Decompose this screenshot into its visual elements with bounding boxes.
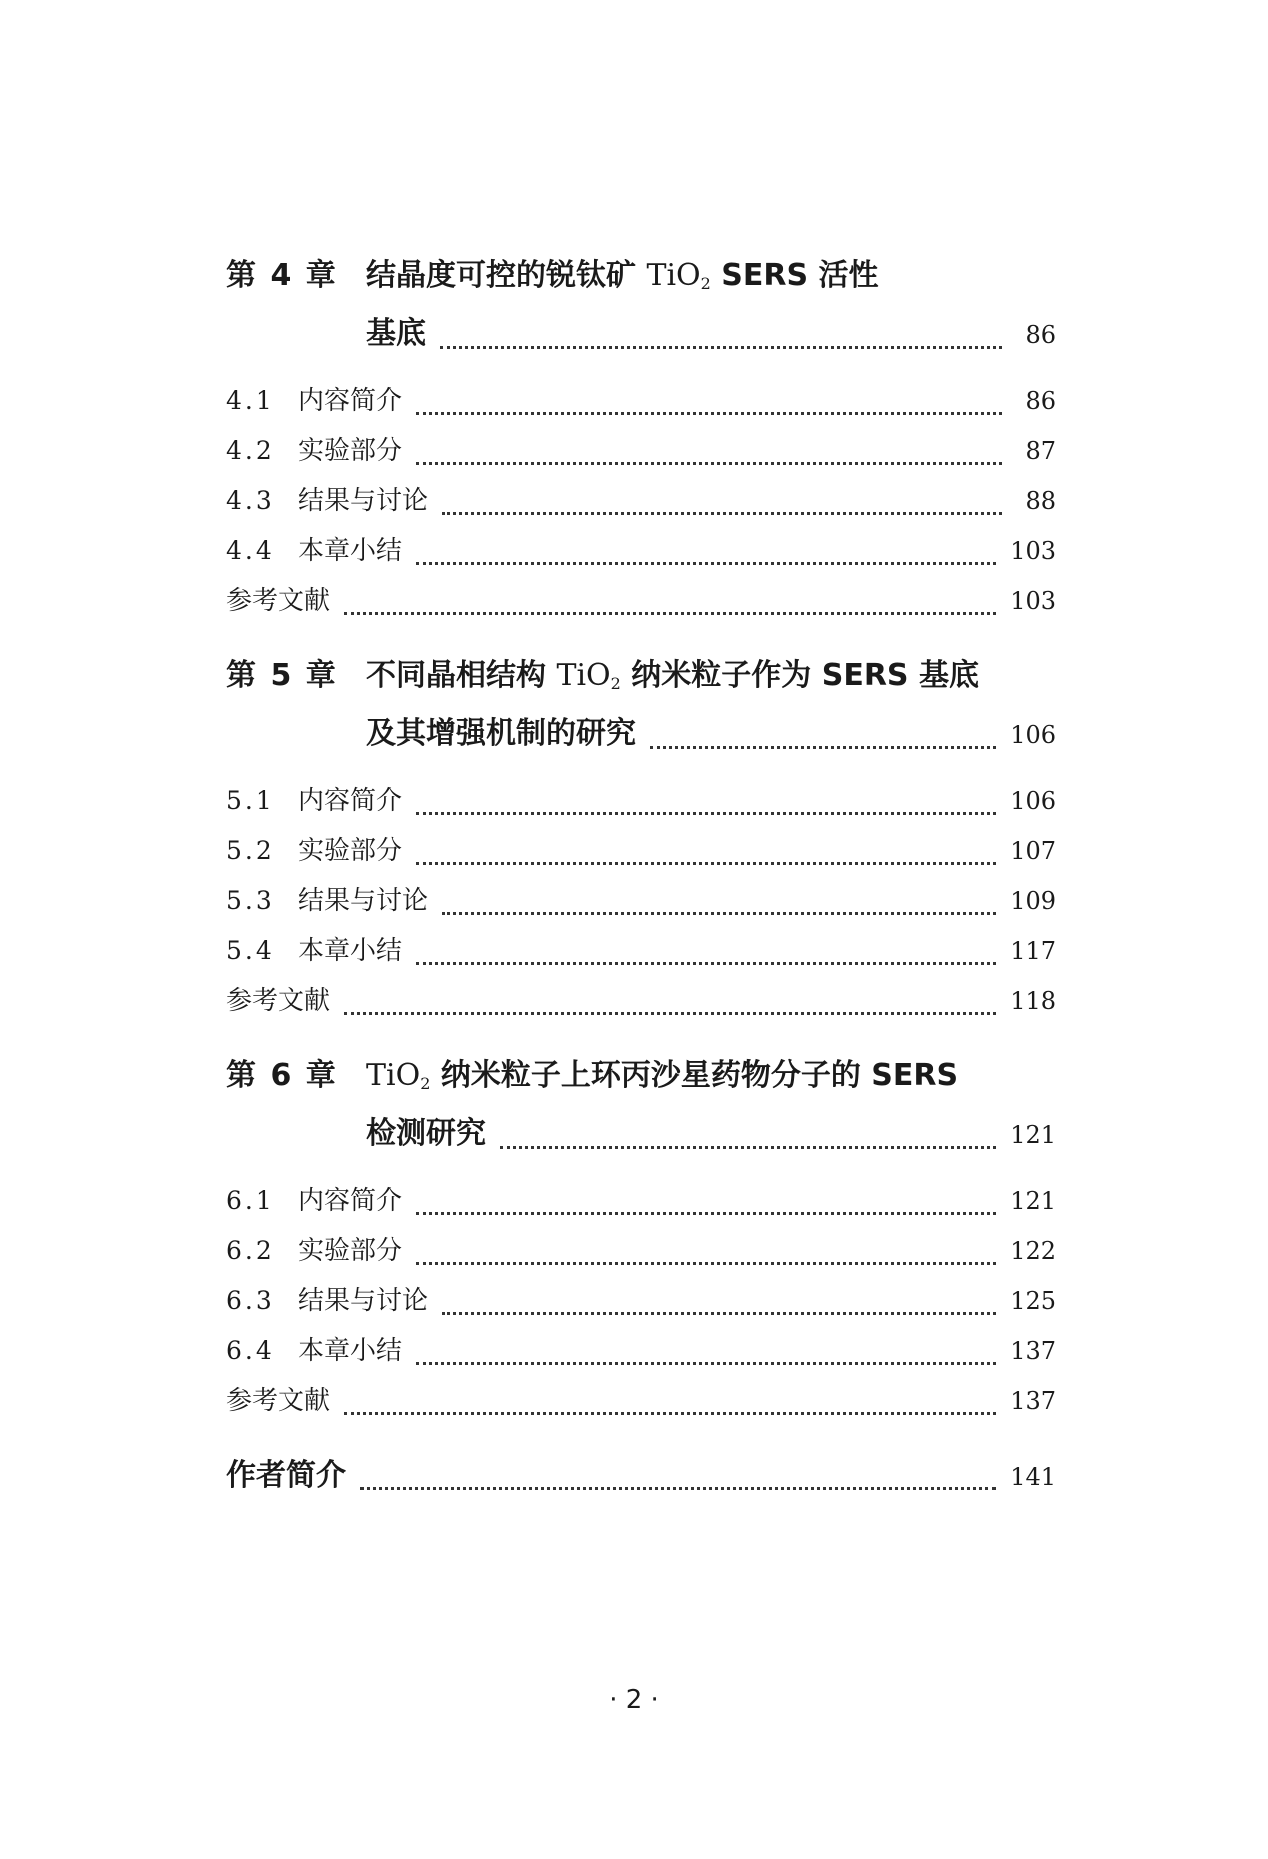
section-page-number: 122 bbox=[1010, 1237, 1056, 1265]
section-page-number: 87 bbox=[1025, 437, 1056, 465]
section-page-number: 137 bbox=[1010, 1387, 1056, 1415]
chapter-title-line2: 及其增强机制的研究 bbox=[366, 716, 636, 751]
toc-entry[interactable] bbox=[226, 880, 1056, 930]
section-title: 内容简介 bbox=[298, 1186, 403, 1216]
section-number: 6.3 bbox=[226, 1286, 275, 1315]
section-title: 本章小结 bbox=[298, 1336, 403, 1366]
toc-entry-references[interactable] bbox=[226, 1380, 1056, 1430]
section-title: 参考文献 bbox=[226, 1386, 331, 1416]
chapter-6 bbox=[226, 1050, 1056, 1430]
toc-entry[interactable] bbox=[226, 1180, 1056, 1230]
toc-entry[interactable] bbox=[226, 480, 1056, 530]
toc-entry-author-bio[interactable] bbox=[226, 1450, 1056, 1510]
section-title: 参考文献 bbox=[226, 986, 331, 1016]
leader-dots bbox=[344, 1411, 996, 1415]
section-title: 结果与讨论 bbox=[298, 1286, 429, 1316]
leader-dots bbox=[500, 1145, 996, 1149]
chapter-title-line2: 检测研究 bbox=[366, 1116, 486, 1151]
leader-dots bbox=[416, 961, 996, 965]
leader-dots bbox=[416, 811, 996, 815]
toc-entry[interactable] bbox=[226, 930, 1056, 980]
section-number: 4.4 bbox=[226, 536, 275, 565]
section-title: 实验部分 bbox=[298, 836, 403, 866]
section-title: 结果与讨论 bbox=[298, 886, 429, 916]
chapter-label: 第 5 章 bbox=[226, 658, 338, 693]
formula-base: TiO bbox=[366, 1058, 421, 1093]
title-text-b: SERS 活性 bbox=[710, 258, 879, 293]
section-number: 4.1 bbox=[226, 386, 275, 415]
toc-entry[interactable] bbox=[226, 1280, 1056, 1330]
section-page-number: 106 bbox=[1010, 787, 1056, 815]
section-page-number: 103 bbox=[1010, 587, 1056, 615]
chapter-4 bbox=[226, 250, 1056, 630]
leader-dots bbox=[442, 511, 1002, 515]
section-page-number: 103 bbox=[1010, 537, 1056, 565]
toc-entry[interactable] bbox=[226, 530, 1056, 580]
toc-entry-references[interactable] bbox=[226, 580, 1056, 630]
chapter-heading-line2 bbox=[226, 708, 1056, 770]
chapter-label: 第 4 章 bbox=[226, 258, 338, 293]
table-of-contents bbox=[226, 250, 1056, 1510]
toc-entry-references[interactable] bbox=[226, 980, 1056, 1030]
toc-entry[interactable] bbox=[226, 780, 1056, 830]
chapter-title-line1 bbox=[366, 1050, 1056, 1094]
chapter-title-line2: 基底 bbox=[366, 316, 426, 351]
section-number: 6.2 bbox=[226, 1236, 275, 1265]
section-page-number: 137 bbox=[1010, 1337, 1056, 1365]
section-page-number: 125 bbox=[1010, 1287, 1056, 1315]
section-page-number: 107 bbox=[1010, 837, 1056, 865]
title-text-b: 纳米粒子上环丙沙星药物分子的 SERS bbox=[430, 1058, 959, 1093]
leader-dots bbox=[442, 1311, 996, 1315]
section-title: 内容简介 bbox=[298, 786, 403, 816]
leader-dots bbox=[416, 861, 996, 865]
leader-dots bbox=[344, 611, 996, 615]
section-page-number: 88 bbox=[1025, 487, 1056, 515]
leader-dots bbox=[440, 345, 1002, 349]
section-page-number: 118 bbox=[1010, 987, 1056, 1015]
chapter-heading-line2 bbox=[226, 308, 1056, 370]
chapter-page-number: 121 bbox=[1010, 1121, 1056, 1149]
section-page-number: 117 bbox=[1010, 937, 1056, 965]
leader-dots bbox=[416, 561, 996, 565]
title-text-a: 结晶度可控的锐钛矿 bbox=[366, 258, 647, 293]
leader-dots bbox=[442, 911, 996, 915]
section-title: 实验部分 bbox=[298, 436, 403, 466]
toc-entry[interactable] bbox=[226, 830, 1056, 880]
chapter-title-line1 bbox=[366, 650, 1056, 694]
section-number: 5.3 bbox=[226, 886, 275, 915]
leader-dots bbox=[344, 1011, 996, 1015]
section-number: 4.2 bbox=[226, 436, 275, 465]
final-entry-title: 作者简介 bbox=[226, 1458, 346, 1493]
chapter-title-line1 bbox=[366, 250, 1056, 294]
formula bbox=[366, 1058, 430, 1093]
formula-base: TiO bbox=[556, 658, 611, 693]
leader-dots bbox=[416, 1261, 996, 1265]
chapter-heading bbox=[226, 1050, 1056, 1108]
leader-dots bbox=[360, 1486, 996, 1490]
section-page-number: 121 bbox=[1010, 1187, 1056, 1215]
section-title: 实验部分 bbox=[298, 1236, 403, 1266]
leader-dots bbox=[416, 1361, 996, 1365]
formula bbox=[646, 258, 710, 293]
title-text-a: 不同晶相结构 bbox=[366, 658, 557, 693]
section-list bbox=[226, 1180, 1056, 1430]
final-entry-page-number: 141 bbox=[1010, 1463, 1056, 1491]
leader-dots bbox=[416, 1211, 996, 1215]
chapter-page-number: 106 bbox=[1010, 721, 1056, 749]
section-title: 参考文献 bbox=[226, 586, 331, 616]
section-title: 内容简介 bbox=[298, 386, 403, 416]
section-page-number: 86 bbox=[1025, 387, 1056, 415]
section-number: 6.1 bbox=[226, 1186, 275, 1215]
leader-dots bbox=[416, 411, 1002, 415]
formula bbox=[556, 658, 620, 693]
formula-base: TiO bbox=[646, 258, 701, 293]
section-title: 结果与讨论 bbox=[298, 486, 429, 516]
leader-dots bbox=[650, 745, 996, 749]
page-footer-number: · 2 · bbox=[609, 1685, 659, 1715]
section-number: 5.2 bbox=[226, 836, 275, 865]
section-title: 本章小结 bbox=[298, 936, 403, 966]
leader-dots bbox=[416, 461, 1002, 465]
chapter-heading-line2 bbox=[226, 1108, 1056, 1170]
toc-entry[interactable] bbox=[226, 1230, 1056, 1280]
formula-subscript: 2 bbox=[700, 274, 711, 293]
section-number: 5.1 bbox=[226, 786, 275, 815]
chapter-page-number: 86 bbox=[1025, 321, 1056, 349]
section-list bbox=[226, 380, 1056, 630]
section-list bbox=[226, 780, 1056, 1030]
title-text-b: 纳米粒子作为 SERS 基底 bbox=[620, 658, 979, 693]
section-number: 6.4 bbox=[226, 1336, 275, 1365]
section-title: 本章小结 bbox=[298, 536, 403, 566]
chapter-label: 第 6 章 bbox=[226, 1058, 338, 1093]
section-page-number: 109 bbox=[1010, 887, 1056, 915]
section-number: 5.4 bbox=[226, 936, 275, 965]
toc-entry[interactable] bbox=[226, 1330, 1056, 1380]
chapter-heading bbox=[226, 250, 1056, 308]
chapter-heading bbox=[226, 650, 1056, 708]
toc-entry[interactable] bbox=[226, 380, 1056, 430]
section-number: 4.3 bbox=[226, 486, 275, 515]
chapter-5 bbox=[226, 650, 1056, 1030]
formula-subscript: 2 bbox=[420, 1074, 431, 1093]
toc-entry[interactable] bbox=[226, 430, 1056, 480]
formula-subscript: 2 bbox=[610, 674, 621, 693]
